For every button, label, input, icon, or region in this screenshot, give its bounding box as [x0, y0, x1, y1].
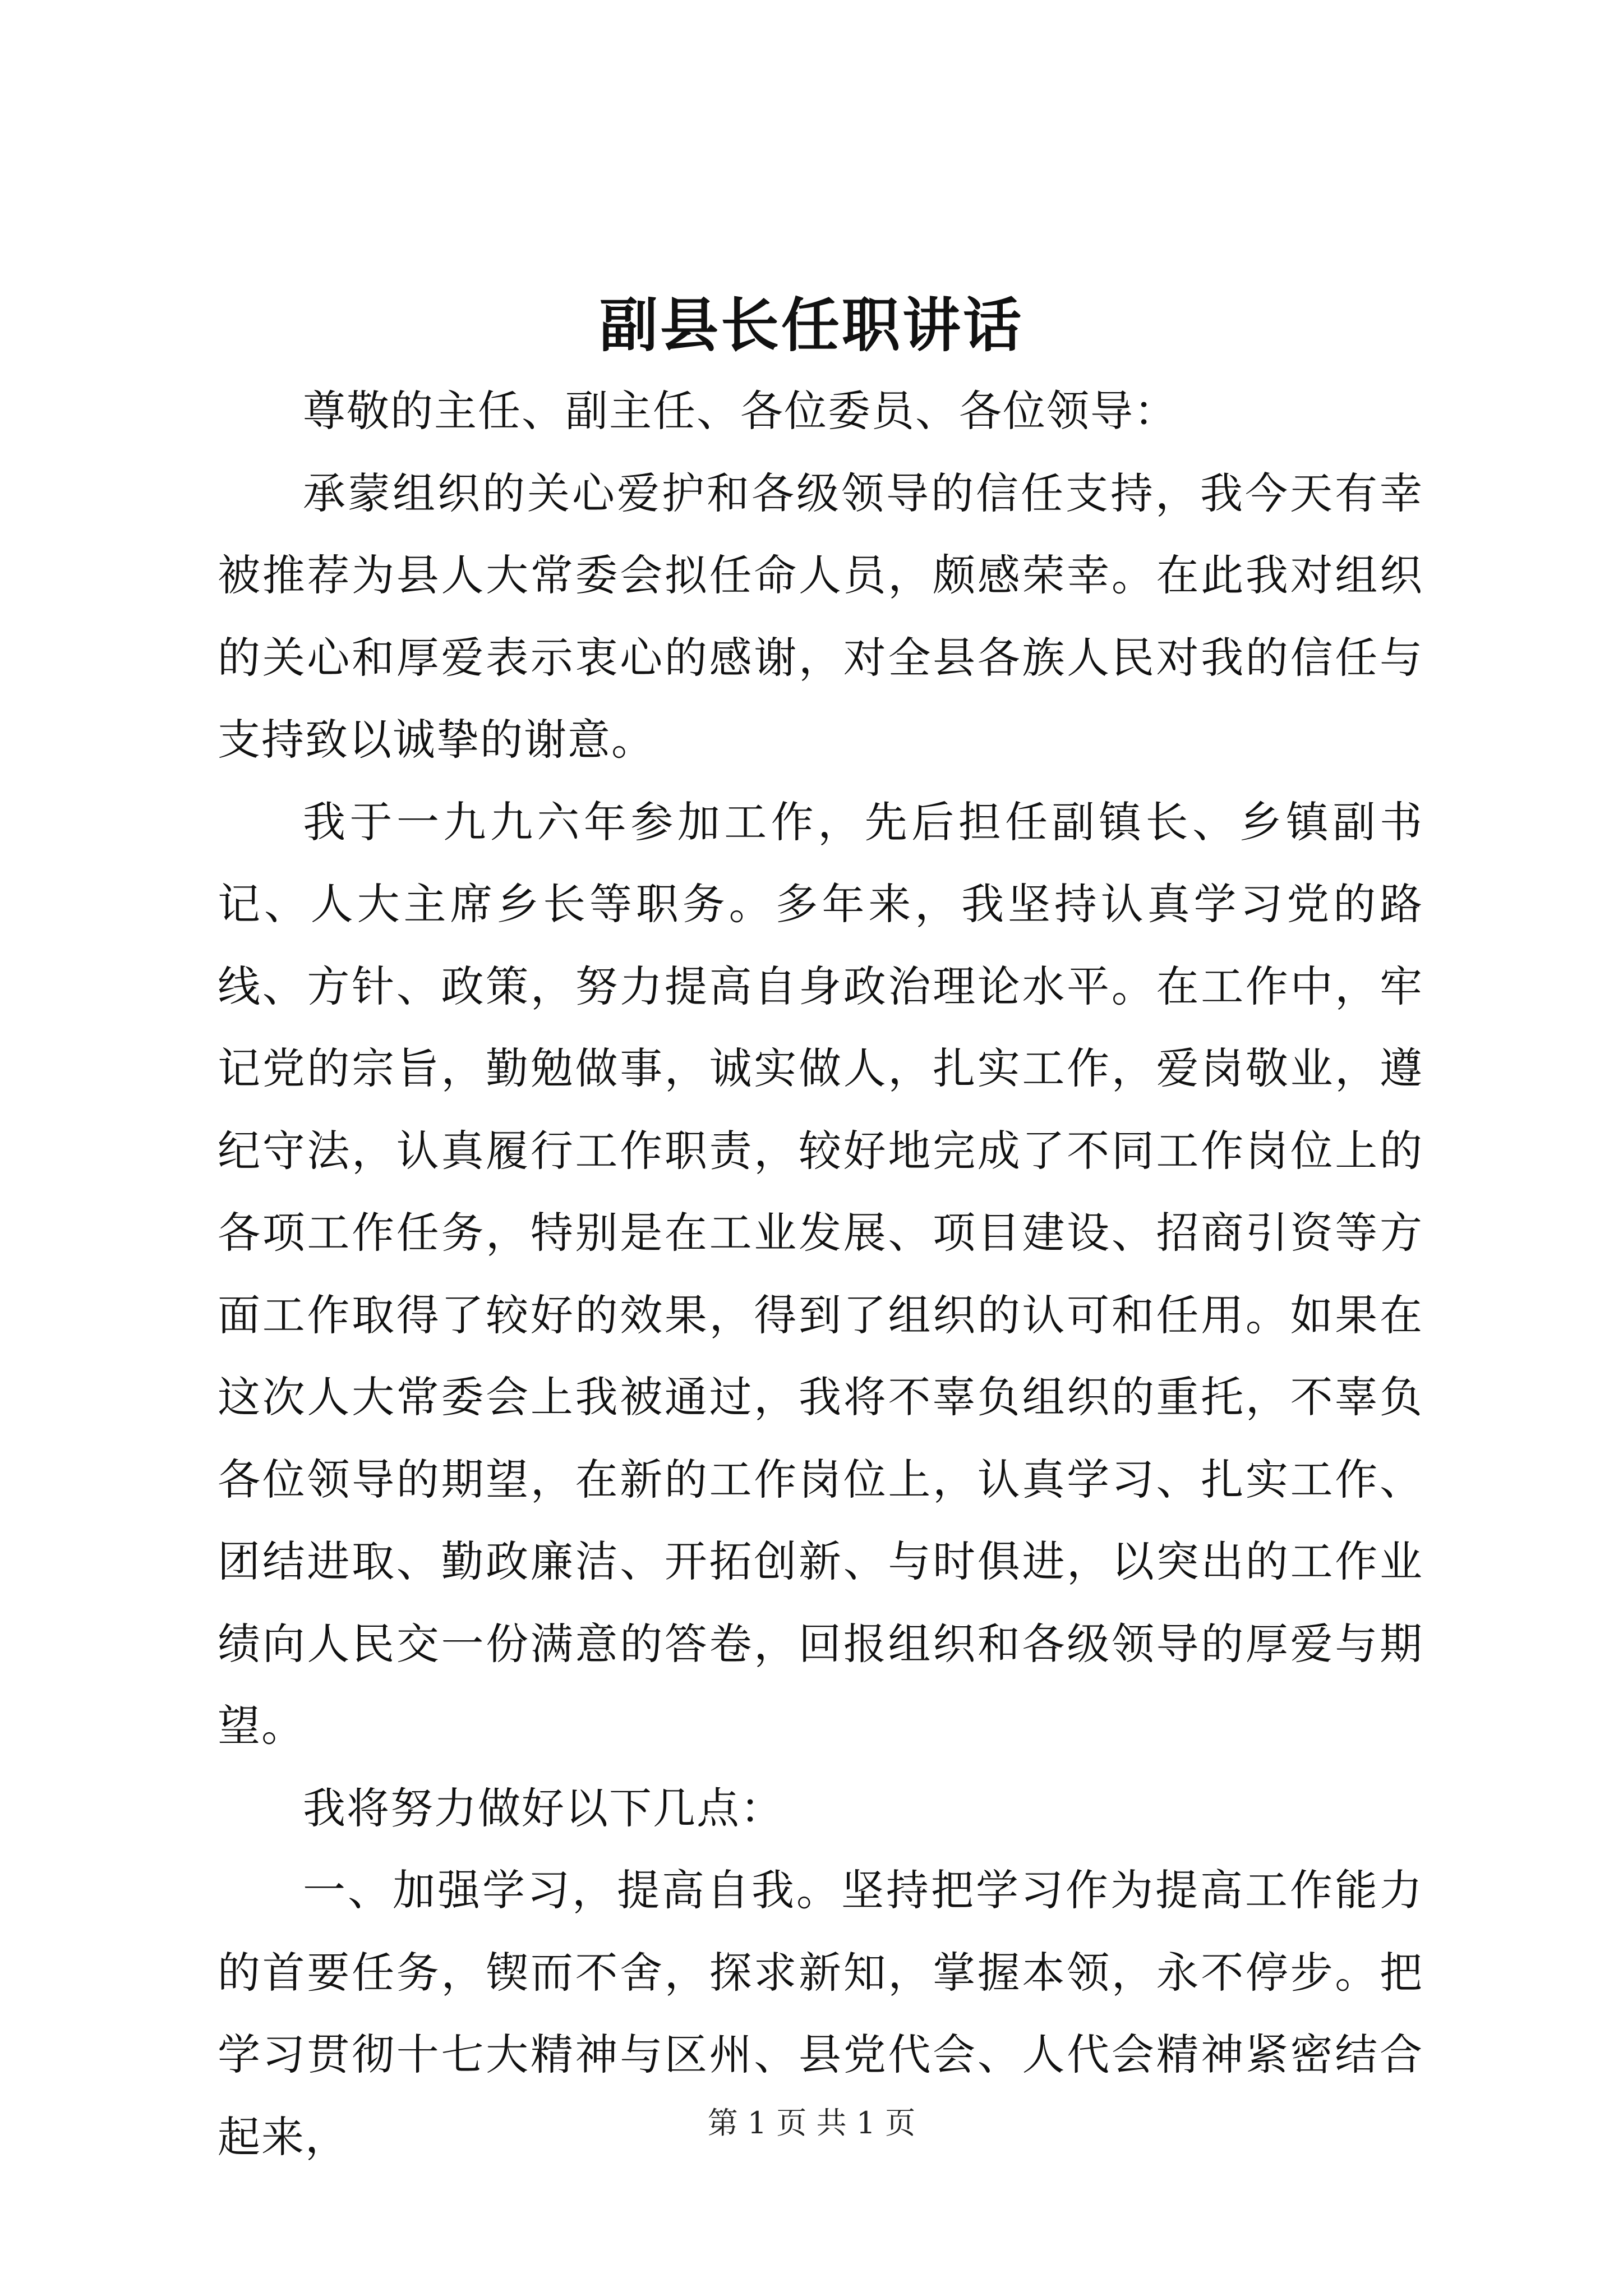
intentions-intro-paragraph: 我将努力做好以下几点：: [303, 1783, 784, 1833]
document-body: [218, 370, 1423, 2178]
point-one-paragraph: 一、加强学习，提高自我。坚持把学习作为提高工作能力的首要任务，锲而不舍，探求新知，掌握本领，永不停步。把学习贯彻十七大精神与区州、县党代会、人代会精神紧密结合起来，: [218, 1865, 1423, 2162]
gratitude-paragraph: 承蒙组织的关心爱护和各级领导的信任支持，我今天有幸被推荐为县人大常委会拟任命人员，颇感荣幸。在此我对组织的关心和厚爱表示衷心的感谢，对全县各族人民对我的信任与支持致以诚挚的谢意。: [218, 468, 1423, 765]
experience-paragraph: 我于一九九六年参加工作，先后担任副镇长、乡镇副书记、人大主席乡长等职务。多年来，我坚持认真学习党的路线、方针、政策，努力提高自身政治理论水平。在工作中，牢记党的宗旨，勤勉做事，诚实做人，扎实工作，爱岗敬业，遵纪守法，认真履行工作职责，较好地完成了不同工作岗位上的各项工作任务，特别是在工业发展、项目建设、招商引资等方面工作取得了较好的效果，得到了组织的认可和任用。如果在这次人大常委会上我被通过，我将不辜负组织的重托，不辜负各位领导的期望，在新的工作岗位上，认真学习、扎实工作、团结进取、勤政廉洁、开拓创新、与时俱进，以突出的工作业绩向人民交一份满意的答卷，回报组织和各级领导的厚爱与期望。: [218, 797, 1423, 1751]
salutation-paragraph: 尊敬的主任、副主任、各位委员、各位领导：: [303, 386, 1178, 436]
page-footer: 第 1 页 共 1 页: [707, 2105, 916, 2141]
document-title: 副县长任职讲话: [599, 291, 1023, 360]
